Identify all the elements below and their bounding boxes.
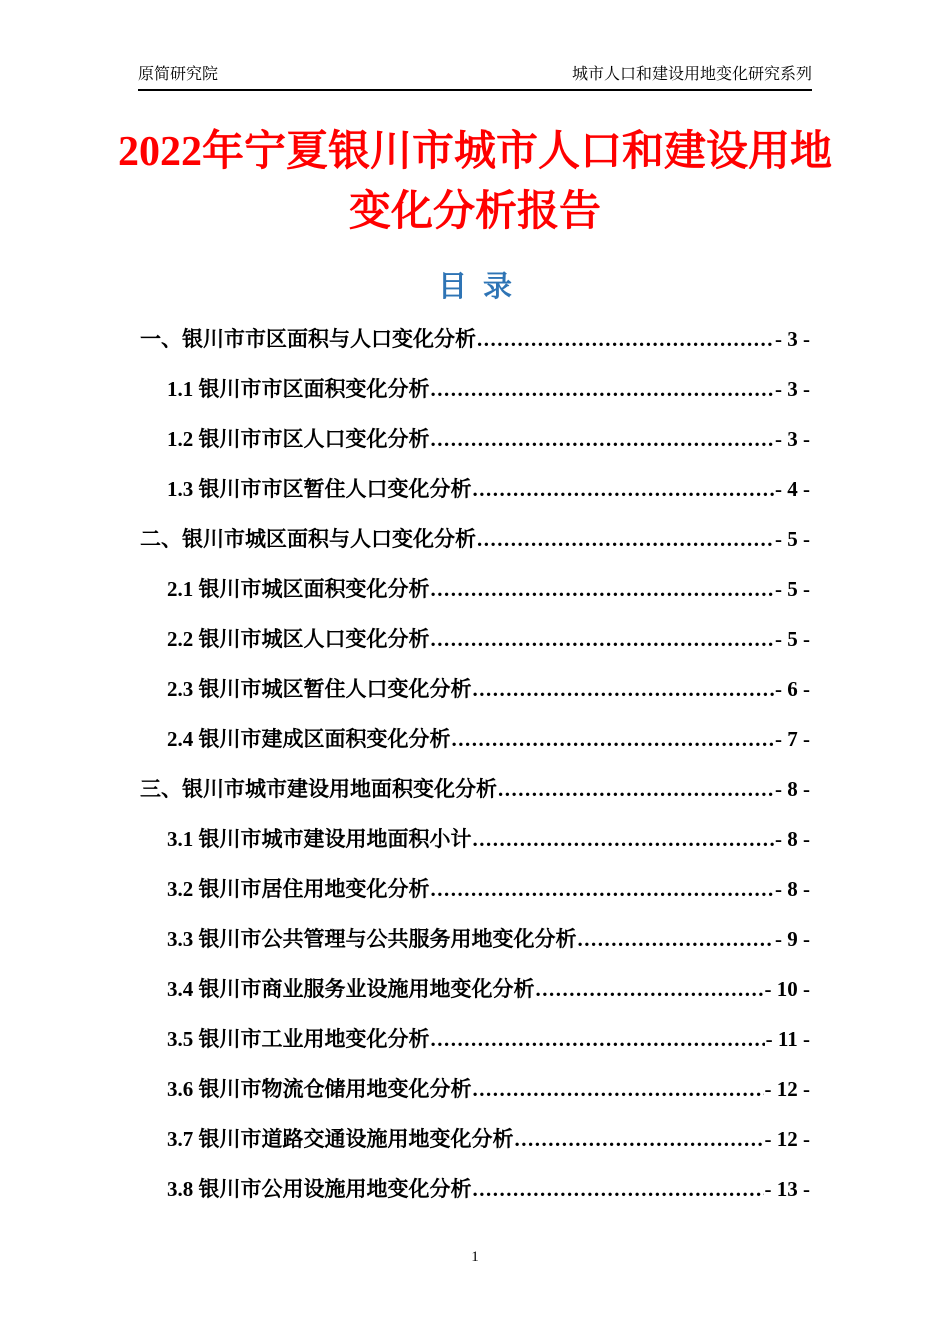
toc-entry-row[interactable]	[140, 727, 810, 751]
toc-entry-page: - 8 -	[775, 877, 810, 902]
toc-heading: 目 录	[437, 271, 513, 304]
toc-entry-row[interactable]	[140, 1127, 810, 1151]
toc-entry-dot-leader	[431, 627, 775, 651]
toc-entry-label: 一、银川市市区面积与人口变化分析	[140, 327, 476, 352]
toc-entry-row[interactable]	[140, 827, 810, 851]
toc-entry-page: - 4 -	[775, 477, 810, 502]
toc-entry-page: - 8 -	[775, 777, 810, 802]
toc-entry-page: - 8 -	[775, 827, 810, 852]
toc-entry-label: 2.1 银川市城区面积变化分析	[167, 577, 430, 602]
header-right-text: 城市人口和建设用地变化研究系列	[571, 66, 812, 83]
toc-entry-label: 3.6 银川市物流仓储用地变化分析	[167, 1077, 472, 1102]
toc-entry-label: 2.2 银川市城区人口变化分析	[167, 627, 430, 652]
toc-entry-dot-leader	[578, 927, 775, 951]
toc-entry-dot-leader	[431, 877, 775, 901]
toc-entry-page: - 5 -	[775, 577, 810, 602]
toc-entry-page: - 12 -	[764, 1127, 810, 1152]
header-left-text: 原简研究院	[138, 66, 219, 83]
toc-entry-label: 二、银川市城区面积与人口变化分析	[140, 527, 476, 552]
toc-entry-dot-leader	[431, 1027, 765, 1051]
toc-entry-dot-leader	[473, 1077, 764, 1101]
page-header	[138, 0, 812, 91]
toc-entry-label: 三、银川市城市建设用地面积变化分析	[140, 777, 497, 802]
toc-entry-row[interactable]	[140, 927, 810, 951]
toc-entry-label: 3.1 银川市城市建设用地面积小计	[167, 827, 472, 852]
toc-entry-row[interactable]	[140, 877, 810, 901]
toc-entry-label: 1.1 银川市市区面积变化分析	[167, 377, 430, 402]
toc-entry-row[interactable]	[140, 777, 810, 801]
toc-entry-row[interactable]	[140, 627, 810, 651]
toc-entry-dot-leader	[431, 577, 775, 601]
toc-entry-row[interactable]	[140, 677, 810, 701]
toc-entry-label: 2.3 银川市城区暂住人口变化分析	[167, 677, 472, 702]
toc-list	[140, 327, 810, 1201]
toc-entry-label: 3.8 银川市公用设施用地变化分析	[167, 1177, 472, 1202]
report-title-line1: 2022年宁夏银川市城市人口和建设用地	[117, 129, 832, 175]
toc-entry-label: 2.4 银川市建成区面积变化分析	[167, 727, 451, 752]
toc-entry-page: - 3 -	[775, 327, 810, 352]
toc-entry-label: 3.2 银川市居住用地变化分析	[167, 877, 430, 902]
toc-entry-dot-leader	[477, 327, 774, 351]
toc-entry-dot-leader	[431, 427, 775, 451]
toc-entry-row[interactable]	[140, 377, 810, 401]
toc-entry-row[interactable]	[140, 527, 810, 551]
toc-entry-dot-leader	[473, 1177, 764, 1201]
toc-entry-row[interactable]	[140, 1077, 810, 1101]
toc-entry-dot-leader	[473, 477, 775, 501]
toc-entry-dot-leader	[536, 977, 764, 1001]
toc-entry-page: - 6 -	[775, 677, 810, 702]
toc-entry-page: - 13 -	[764, 1177, 810, 1202]
toc-entry-dot-leader	[431, 377, 775, 401]
toc-entry-dot-leader	[473, 677, 775, 701]
toc-entry-row[interactable]	[140, 1027, 810, 1051]
toc-entry-dot-leader	[498, 777, 774, 801]
toc-entry-dot-leader	[477, 527, 774, 551]
toc-entry-label: 1.3 银川市市区暂住人口变化分析	[167, 477, 472, 502]
toc-entry-row[interactable]	[140, 1177, 810, 1201]
toc-entry-dot-leader	[473, 827, 775, 851]
toc-entry-label: 3.4 银川市商业服务业设施用地变化分析	[167, 977, 535, 1002]
toc-entry-page: - 11 -	[765, 1027, 810, 1052]
toc-entry-page: - 10 -	[764, 977, 810, 1002]
toc-entry-row[interactable]	[140, 577, 810, 601]
toc-entry-label: 3.5 银川市工业用地变化分析	[167, 1027, 430, 1052]
toc-entry-page: - 7 -	[775, 727, 810, 752]
toc-entry-label: 3.3 银川市公共管理与公共服务用地变化分析	[167, 927, 577, 952]
toc-entry-page: - 12 -	[764, 1077, 810, 1102]
toc-entry-page: - 9 -	[775, 927, 810, 952]
toc-entry-label: 3.7 银川市道路交通设施用地变化分析	[167, 1127, 514, 1152]
toc-entry-dot-leader	[515, 1127, 764, 1151]
toc-entry-page: - 3 -	[775, 377, 810, 402]
toc-entry-row[interactable]	[140, 427, 810, 451]
report-title-line2: 变化分析报告	[348, 188, 601, 235]
footer-page-number: 1	[471, 1249, 479, 1265]
header-rule	[138, 64, 812, 91]
toc-entry-page: - 5 -	[775, 527, 810, 552]
toc-entry-page: - 5 -	[775, 627, 810, 652]
toc-entry-dot-leader	[452, 727, 775, 751]
toc-entry-row[interactable]	[140, 327, 810, 351]
report-title	[0, 123, 950, 242]
toc-entry-row[interactable]	[140, 477, 810, 501]
toc-entry-label: 1.2 银川市市区人口变化分析	[167, 427, 430, 452]
toc-entry-row[interactable]	[140, 977, 810, 1001]
page-footer	[0, 1249, 950, 1266]
toc-entry-page: - 3 -	[775, 427, 810, 452]
